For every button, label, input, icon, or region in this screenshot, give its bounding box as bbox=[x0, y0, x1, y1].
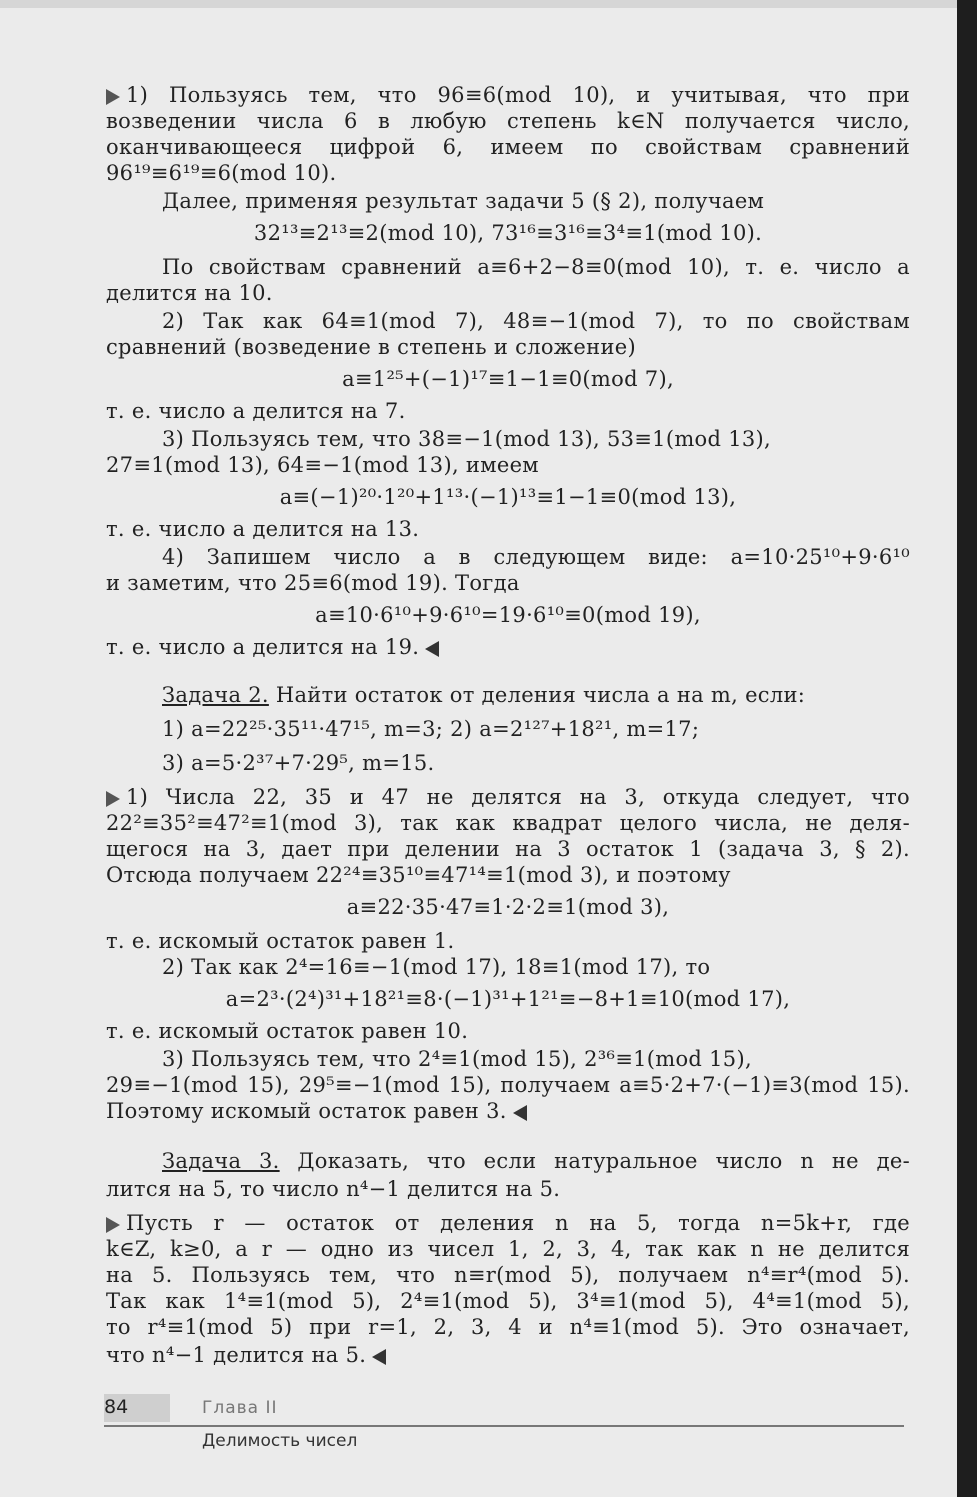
text-line bbox=[106, 108, 910, 134]
line-text: 32¹³≡2¹³≡2(mod 10), 73¹⁶≡3¹⁶≡3⁴≡1(mod 10). bbox=[253, 221, 763, 245]
scan-right-edge bbox=[957, 0, 977, 1497]
line-text: 29≡−1(mod 15), 29⁵≡−1(mod 15), получаем a≡5·2+7·(−1)≡3(mod 15). bbox=[106, 1073, 910, 1097]
line-text: Задача 3. Доказать, что если натуральное число n не де- bbox=[162, 1149, 910, 1173]
text-line bbox=[106, 928, 910, 954]
text-line bbox=[106, 1210, 910, 1236]
scan-top-edge bbox=[0, 0, 957, 8]
line-text: Так как 1⁴≡1(mod 5), 2⁴≡1(mod 5), 3⁴≡1(mod 5), 4⁴≡1(mod 5), bbox=[106, 1289, 910, 1313]
text-line bbox=[106, 836, 910, 862]
line-text: оканчивающееся цифрой 6, имеем по свойствам сравнений bbox=[106, 135, 910, 159]
text-line bbox=[106, 1314, 910, 1340]
line-text: 3) a=5·2³⁷+7·29⁵, m=15. bbox=[162, 751, 435, 775]
text-line bbox=[106, 426, 910, 452]
line-text: 3) Пользуясь тем, что 38≡−1(mod 13), 53≡1(mod 13), bbox=[162, 427, 771, 451]
text-line bbox=[106, 1072, 910, 1098]
text-line bbox=[106, 682, 910, 708]
text-line bbox=[106, 1098, 910, 1124]
line-text: a≡(−1)²⁰·1²⁰+1¹³·(−1)¹³≡1−1≡0(mod 13), bbox=[279, 485, 737, 509]
text-line bbox=[106, 280, 910, 306]
line-text: то r⁴≡1(mod 5) при r=1, 2, 3, 4 и n⁴≡1(mod 5). Это означает, bbox=[106, 1315, 910, 1339]
text-line bbox=[106, 1018, 910, 1044]
line-text: Задача 2. Найти остаток от деления числа a на m, если: bbox=[162, 683, 806, 707]
line-text: k∈Z, k≥0, а r — одно из чисел 1, 2, 3, 4, так как n не делится bbox=[106, 1237, 910, 1261]
text-line bbox=[106, 954, 910, 980]
solution-start-marker-icon bbox=[106, 791, 120, 807]
text-line bbox=[106, 544, 910, 570]
solution-end-marker-icon bbox=[372, 1349, 386, 1365]
text-line bbox=[106, 82, 910, 108]
solution-start-marker-icon bbox=[106, 89, 120, 105]
line-text: 1) a=22²⁵·35¹¹·47¹⁵, m=3; 2) a=2¹²⁷+18²¹, m=17; bbox=[162, 717, 700, 741]
line-text: т. е. искомый остаток равен 1. bbox=[106, 929, 455, 953]
line-text: 4) Запишем число a в следующем виде: a=10·25¹⁰+9·6¹⁰ bbox=[162, 545, 910, 569]
text-line bbox=[106, 750, 910, 776]
text-line bbox=[106, 634, 910, 660]
text-line bbox=[106, 334, 910, 360]
text-line bbox=[106, 160, 910, 186]
line-text: 27≡1(mod 13), 64≡−1(mod 13), имеем bbox=[106, 453, 539, 477]
line-text: 2) Так как 2⁴=16≡−1(mod 17), 18≡1(mod 17), то bbox=[162, 955, 711, 979]
text-line bbox=[106, 602, 910, 628]
line-text: 22²≡35²≡47²≡1(mod 3), так как квадрат целого числа, не деля- bbox=[106, 811, 910, 835]
text-line bbox=[106, 188, 910, 214]
text-line bbox=[106, 366, 910, 392]
text-line bbox=[106, 308, 910, 334]
text-line bbox=[106, 1342, 910, 1368]
text-line bbox=[106, 894, 910, 920]
text-line bbox=[106, 1046, 910, 1072]
line-text: a≡10·6¹⁰+9·6¹⁰=19·6¹⁰≡0(mod 19), bbox=[315, 603, 701, 627]
line-text: т. е. число a делится на 13. bbox=[106, 517, 420, 541]
text-line bbox=[106, 986, 910, 1012]
line-text: т. е. число a делится на 7. bbox=[106, 399, 406, 423]
text-line bbox=[106, 220, 910, 246]
line-text: делится на 10. bbox=[106, 281, 273, 305]
line-text: 96¹⁹≡6¹⁹≡6(mod 10). bbox=[106, 161, 337, 185]
line-text: и заметим, что 25≡6(mod 19). Тогда bbox=[106, 571, 520, 595]
text-line bbox=[106, 1288, 910, 1314]
text-line bbox=[106, 516, 910, 542]
line-text: По свойствам сравнений a≡6+2−8≡0(mod 10), т. е. число a bbox=[162, 255, 910, 279]
chapter-title: Делимость чисел bbox=[202, 1431, 358, 1451]
text-line bbox=[106, 484, 910, 510]
footer-rule bbox=[104, 1425, 904, 1427]
line-text: т. е. искомый остаток равен 10. bbox=[106, 1019, 469, 1043]
solution-end-marker-icon bbox=[425, 641, 439, 657]
line-text: Далее, применяя результат задачи 5 (§ 2), получаем bbox=[162, 189, 765, 213]
line-text: 1) Пользуясь тем, что 96≡6(mod 10), и учитывая, что при bbox=[126, 83, 910, 107]
text-line bbox=[106, 134, 910, 160]
line-text: 2) Так как 64≡1(mod 7), 48≡−1(mod 7), то по свойствам bbox=[162, 309, 910, 333]
text-line bbox=[106, 716, 910, 742]
text-line bbox=[106, 570, 910, 596]
text-line bbox=[106, 452, 910, 478]
text-line bbox=[106, 1176, 910, 1202]
line-text: Пусть r — остаток от деления n на 5, тогда n=5k+r, где bbox=[126, 1211, 910, 1235]
text-line bbox=[106, 254, 910, 280]
text-line bbox=[106, 810, 910, 836]
text-line bbox=[106, 1262, 910, 1288]
text-line bbox=[106, 1236, 910, 1262]
solution-end-marker-icon bbox=[513, 1105, 527, 1121]
text-line bbox=[106, 862, 910, 888]
line-text: Поэтому искомый остаток равен 3. bbox=[106, 1099, 507, 1123]
line-text: сравнений (возведение в степень и сложение) bbox=[106, 335, 636, 359]
text-line bbox=[106, 784, 910, 810]
line-text: 1) Числа 22, 35 и 47 не делятся на 3, откуда следует, что bbox=[126, 785, 910, 809]
page-number: 84 bbox=[104, 1396, 129, 1418]
line-text: a=2³·(2⁴)³¹+18²¹≡8·(−1)³¹+1²¹≡−8+1≡10(mod 17), bbox=[225, 987, 791, 1011]
line-text: a≡1²⁵+(−1)¹⁷≡1−1≡0(mod 7), bbox=[342, 367, 674, 391]
line-text: возведении числа 6 в любую степень k∈N получается число, bbox=[106, 109, 910, 133]
text-line bbox=[106, 1148, 910, 1174]
line-text: 3) Пользуясь тем, что 2⁴≡1(mod 15), 2³⁶≡1(mod 15), bbox=[162, 1047, 752, 1071]
text-line bbox=[106, 398, 910, 424]
line-text: a≡22·35·47≡1·2·2≡1(mod 3), bbox=[346, 895, 670, 919]
solution-start-marker-icon bbox=[106, 1217, 120, 1233]
line-text: лится на 5, то число n⁴−1 делится на 5. bbox=[106, 1177, 561, 1201]
line-text: т. е. число a делится на 19. bbox=[106, 635, 420, 659]
line-text: щегося на 3, дает при делении на 3 остаток 1 (задача 3, § 2). bbox=[106, 837, 910, 861]
chapter-label: Глава II bbox=[202, 1398, 278, 1418]
line-text: Отсюда получаем 22²⁴≡35¹⁰≡47¹⁴≡1(mod 3), и поэтому bbox=[106, 863, 731, 887]
line-text: на 5. Пользуясь тем, что n≡r(mod 5), получаем n⁴≡r⁴(mod 5). bbox=[106, 1263, 910, 1287]
line-text: что n⁴−1 делится на 5. bbox=[106, 1343, 367, 1367]
